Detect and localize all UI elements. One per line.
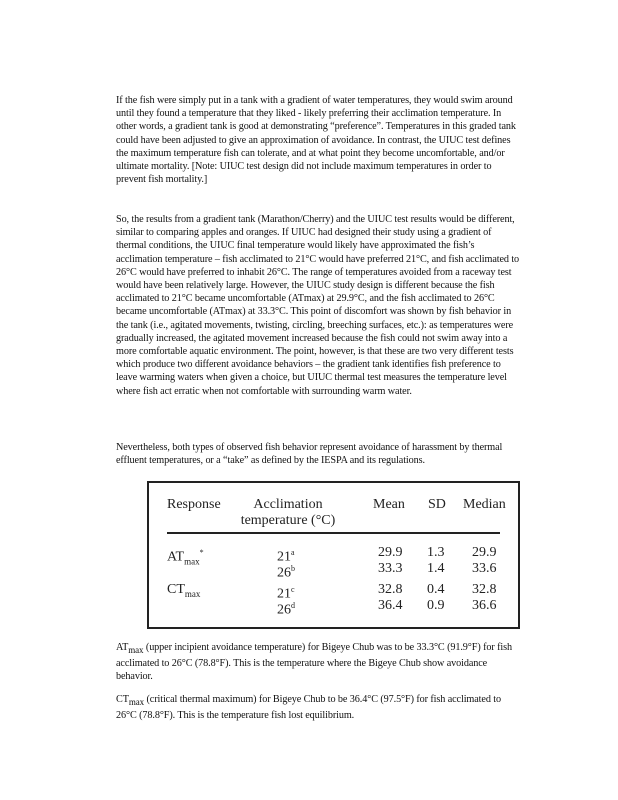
header-rule (167, 532, 500, 534)
paragraph-nevertheless: Nevertheless, both types of observed fish behavior represent avoidance of harassment by thermal effluent temperatures, or a “take” as defined by the IESPA and its regulations. (116, 442, 503, 467)
row4-mean: 36.4 (378, 598, 403, 613)
row4-median: 36.6 (472, 598, 497, 613)
row2-median: 33.6 (472, 561, 497, 576)
header-acclimation-line1: Acclimation (253, 497, 323, 512)
note-atmax: $AT_{max}$ (upper incipient avoidance temperature) for Bigeye Chub was to be 33.3°C (91.9°F) for fish acclimated to 26°C (78.8°F). This is the temperature where the Bigeye Chub show avoidance behavior. (116, 642, 512, 683)
row4-acclimation: 26$^d$ (277, 601, 295, 618)
header-response: Response (167, 497, 221, 512)
row1-acclimation: 21$^a$ (277, 548, 295, 565)
row-label-atmax: $AT_{max}^*$ (167, 548, 204, 567)
row3-acclimation: 21$^c$ (277, 585, 295, 602)
row1-mean: 29.9 (378, 545, 403, 560)
header-sd: SD (428, 497, 446, 512)
row2-acclimation: 26$^b$ (277, 564, 295, 581)
header-median: Median (463, 497, 506, 512)
row1-sd: 1.3 (427, 545, 445, 560)
row2-mean: 33.3 (378, 561, 403, 576)
note-ctmax: $CT_{max}$ (critical thermal maximum) for Bigeye Chub to be 36.4°C (97.5°F) for fish acclimated to 26°C (78.8°F). This is the temperature fish lost equilibrium. (116, 694, 501, 722)
results-table (147, 481, 520, 629)
row-label-ctmax: $CT_{max}$ (167, 582, 201, 599)
header-mean: Mean (373, 497, 405, 512)
paragraph-gradient-tank: If the fish were simply put in a tank with a gradient of water temperatures, they would swim around until they found a temperature that they liked - likely preferring their acclimation temperature. In other words, a gradient tank is good at demonstrating “preference”. Temperatures in this graded tank could have been adjusted to give an approximation of avoidance. In contrast, the UIUC test defines the maximum temperature fish can tolerate, and at what point they become uncomfortable, and/or ultimate mortality. [Note: UIUC test design did not include maximum temperatures in order to prevent fish mortality.] (116, 95, 516, 186)
paragraph-comparison: So, the results from a gradient tank (Marathon/Cherry) and the UIUC test results would be different, similar to comparing apples and oranges. If UIUC had designed their study using a gradient of thermal conditions, the UIUC final temperature would likely have approximated the fish’s acclimation temperature – fish acclimated to 21°C would have preferred 21°C, and fish acclimated to 26°C would have preferred to inhabit 26°C. The range of temperatures avoided from a raceway test would have been relatively large. However, the UIUC study design is different because the fish acclimated to 21°C became uncomfortable (ATmax) at 29.9°C, and the fish acclimated to 26°C became uncomfortable (ATmax) at 33.3°C. This point of discomfort was shown by fish behavior in the tank (i.e., agitated movements, twisting, circling, breeching surfaces, etc.): as temperatures were gradually increased, the agitated movement increased because the fish could not swim away into a more comfortable aquatic environment. The point, however, is that these are two very different tests which produce two different avoidance behaviors – the gradient tank identifies fish preference to leave warming waters when given a choice, but UIUC thermal test measures the temperature level where fish act erratic when not comfortable with surrounding warm water. (116, 214, 520, 397)
row1-median: 29.9 (472, 545, 497, 560)
header-acclimation-line2: temperature (°C) (240, 513, 336, 528)
row3-median: 32.8 (472, 582, 497, 597)
row3-mean: 32.8 (378, 582, 403, 597)
row4-sd: 0.9 (427, 598, 445, 613)
row3-sd: 0.4 (427, 582, 445, 597)
row2-sd: 1.4 (427, 561, 445, 576)
